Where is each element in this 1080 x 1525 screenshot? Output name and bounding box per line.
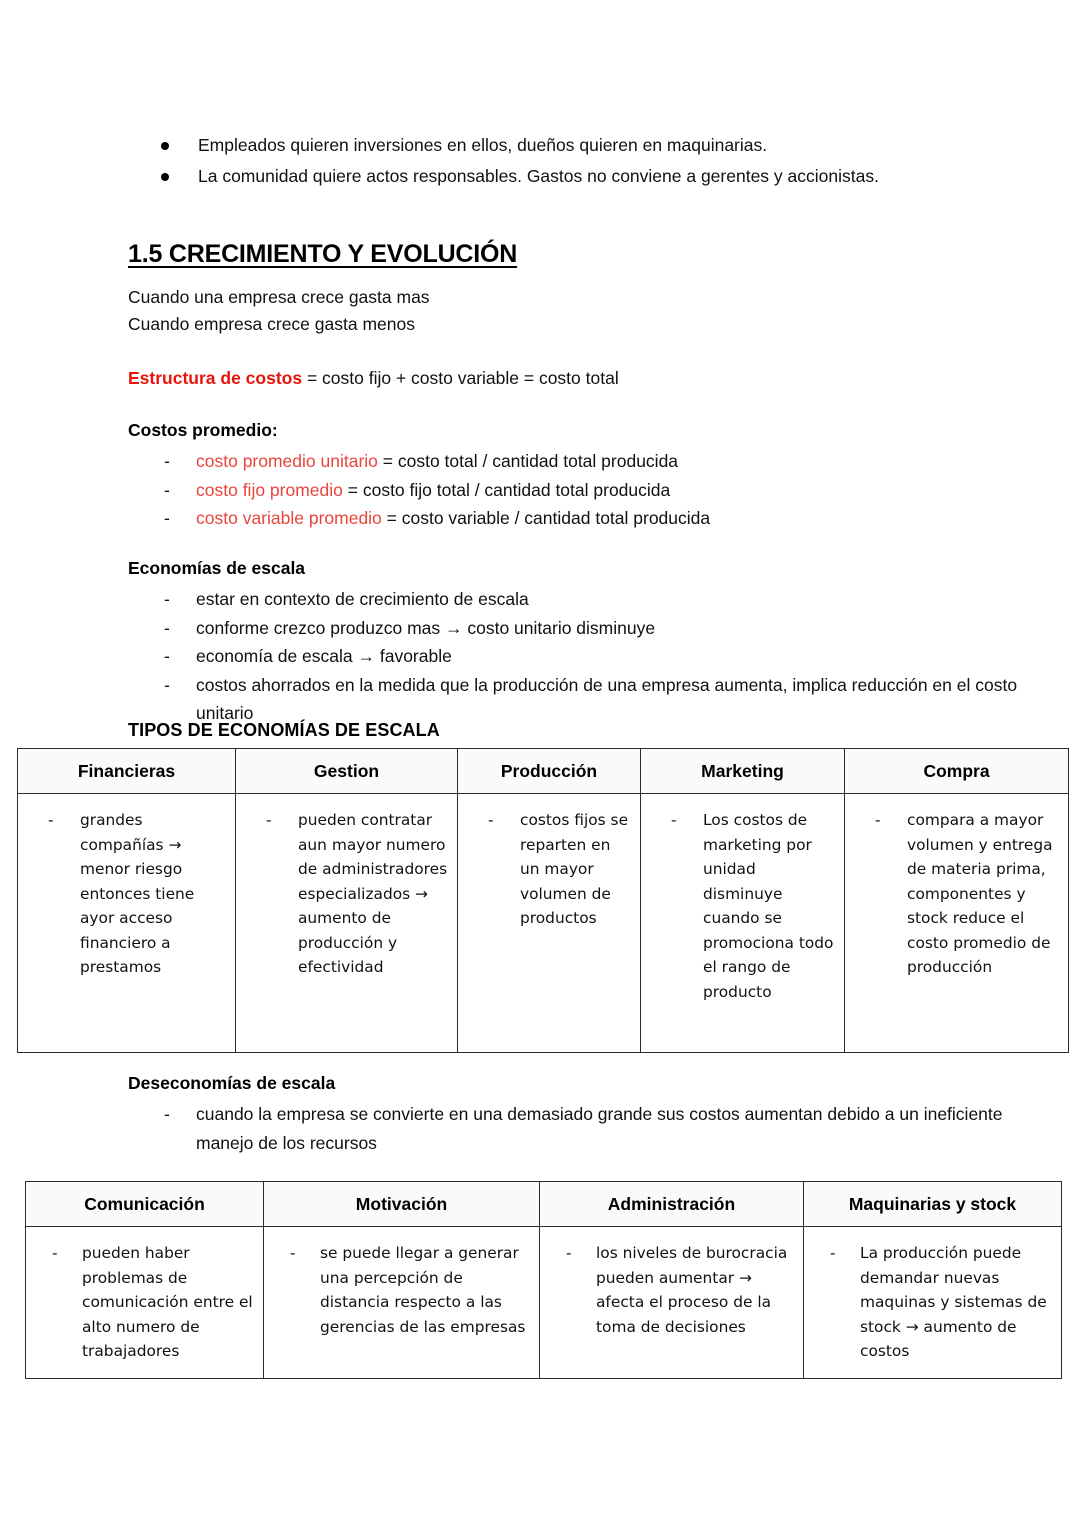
list-item bbox=[128, 161, 1008, 192]
table-cell bbox=[26, 1227, 264, 1379]
section-heading: 1.5 CRECIMIENTO Y EVOLUCIÓN bbox=[128, 240, 518, 268]
table-row bbox=[18, 794, 1069, 1053]
estructura-de-costos-line bbox=[128, 365, 619, 391]
table-cell bbox=[641, 794, 845, 1053]
section-line-1: Cuando una empresa crece gasta mas bbox=[128, 287, 430, 307]
list-item-text: cuando la empresa se convierte en una demasiado grande sus costos aumentan debido a un ineficiente manejo de los recursos bbox=[196, 1104, 1003, 1153]
bullet-dot-icon bbox=[161, 173, 169, 181]
list-item bbox=[128, 130, 1008, 161]
dash-icon: - bbox=[488, 811, 494, 829]
column-header-motivacion: Motivación bbox=[264, 1182, 540, 1227]
costo-term: costo promedio unitario bbox=[196, 451, 378, 471]
column-header-comunicacion: Comunicación bbox=[26, 1182, 264, 1227]
costo-formula: = costo variable / cantidad total producida bbox=[381, 508, 711, 528]
dash-icon: - bbox=[164, 589, 170, 609]
tipos-de-economias-table bbox=[17, 748, 1069, 1053]
cell-text: pueden haber problemas de comunicación entre el alto numero de trabajadores bbox=[82, 1244, 253, 1360]
economias-de-escala-list bbox=[160, 585, 1040, 728]
list-item-text: Empleados quieren inversiones en ellos, dueños quieren en maquinarias. bbox=[198, 135, 768, 155]
costo-term: costo variable promedio bbox=[196, 508, 382, 528]
list-item bbox=[160, 476, 1040, 505]
column-header-financieras: Financieras bbox=[18, 749, 236, 794]
cell-text: La producción puede demandar nuevas maquinas y sistemas de stock → aumento de costos bbox=[860, 1244, 1047, 1360]
dash-icon: - bbox=[48, 811, 54, 829]
dash-icon: - bbox=[164, 646, 170, 666]
dash-icon: - bbox=[830, 1244, 836, 1262]
deseconomias-de-escala-list bbox=[160, 1100, 1040, 1157]
section-line-2: Cuando empresa crece gasta menos bbox=[128, 314, 415, 334]
table-cell bbox=[18, 794, 236, 1053]
cell-text: pueden contratar aun mayor numero de administradores especializados → aumento de producción y efectividad bbox=[298, 811, 448, 976]
costos-promedio-list bbox=[160, 447, 1040, 533]
tipos-table-title: TIPOS DE ECONOMÍAS DE ESCALA bbox=[128, 720, 440, 740]
table-cell bbox=[804, 1227, 1062, 1379]
column-header-maquinarias-y-stock: Maquinarias y stock bbox=[804, 1182, 1062, 1227]
cell-text: Los costos de marketing por unidad disminuye cuando se promociona todo el rango de producto bbox=[703, 811, 834, 1001]
cell-text: grandes compañías → menor riesgo entonces tiene ayor acceso financiero a prestamos bbox=[80, 811, 195, 976]
list-item bbox=[160, 671, 1040, 728]
economias-de-escala-title: Economías de escala bbox=[128, 558, 306, 578]
costo-formula: = costo fijo total / cantidad total producida bbox=[342, 479, 671, 500]
estructura-term: Estructura de costos bbox=[128, 368, 303, 388]
dash-icon: - bbox=[671, 811, 677, 829]
intro-bullet-list bbox=[128, 130, 1008, 192]
deseconomias-table bbox=[25, 1181, 1062, 1379]
column-header-gestion: Gestion bbox=[236, 749, 458, 794]
list-item-text: estar en contexto de crecimiento de escala bbox=[196, 589, 529, 609]
dash-icon: - bbox=[164, 451, 170, 471]
list-item bbox=[160, 504, 1040, 533]
table-row bbox=[26, 1227, 1062, 1379]
list-item bbox=[160, 447, 1040, 476]
deseconomias-de-escala-title: Deseconomías de escala bbox=[128, 1073, 336, 1093]
costos-promedio-title: Costos promedio: bbox=[128, 420, 278, 440]
list-item-text: costos ahorrados en la medida que la producción de una empresa aumenta, implica reducción en el costo unitario bbox=[196, 674, 1018, 723]
cell-text: costos fijos se reparten en un mayor volumen de productos bbox=[520, 811, 629, 927]
dash-icon: - bbox=[290, 1244, 296, 1262]
table-cell bbox=[540, 1227, 804, 1379]
column-header-administracion: Administración bbox=[540, 1182, 804, 1227]
list-item bbox=[160, 642, 1040, 671]
estructura-rest: = costo fijo + costo variable = costo total bbox=[302, 368, 619, 388]
dash-icon: - bbox=[875, 811, 881, 829]
bullet-dot-icon bbox=[161, 142, 169, 150]
list-item bbox=[160, 585, 1040, 614]
list-item-text: economía de escala → favorable bbox=[196, 646, 452, 666]
column-header-produccion: Producción bbox=[458, 749, 641, 794]
list-item-text: conforme crezco produzco mas → costo unitario disminuye bbox=[196, 617, 656, 638]
costo-term: costo fijo promedio bbox=[196, 479, 343, 500]
dash-icon: - bbox=[52, 1244, 58, 1262]
table-cell bbox=[845, 794, 1069, 1053]
dash-icon: - bbox=[164, 674, 170, 695]
dash-icon: - bbox=[566, 1244, 572, 1262]
list-item bbox=[160, 1100, 1040, 1157]
cell-text: compara a mayor volumen y entrega de materia prima, componentes y stock reduce el costo promedio de producción bbox=[907, 811, 1053, 976]
dash-icon: - bbox=[266, 811, 272, 829]
dash-icon: - bbox=[164, 617, 170, 638]
column-header-compra: Compra bbox=[845, 749, 1069, 794]
dash-icon: - bbox=[164, 508, 170, 528]
table-header-row bbox=[18, 749, 1069, 794]
cell-text: se puede llegar a generar una percepción de distancia respecto a las gerencias de las empresas bbox=[320, 1244, 526, 1336]
column-header-marketing: Marketing bbox=[641, 749, 845, 794]
table-cell bbox=[236, 794, 458, 1053]
dash-icon: - bbox=[164, 1104, 170, 1124]
table-cell bbox=[264, 1227, 540, 1379]
cell-text: los niveles de burocracia pueden aumentar → afecta el proceso de la toma de decisiones bbox=[596, 1244, 788, 1336]
costo-formula: = costo total / cantidad total producida bbox=[377, 451, 679, 471]
list-item-text: La comunidad quiere actos responsables. Gastos no conviene a gerentes y accionistas. bbox=[198, 166, 879, 186]
table-header-row bbox=[26, 1182, 1062, 1227]
list-item bbox=[160, 614, 1040, 643]
table-cell bbox=[458, 794, 641, 1053]
dash-icon: - bbox=[164, 479, 170, 500]
